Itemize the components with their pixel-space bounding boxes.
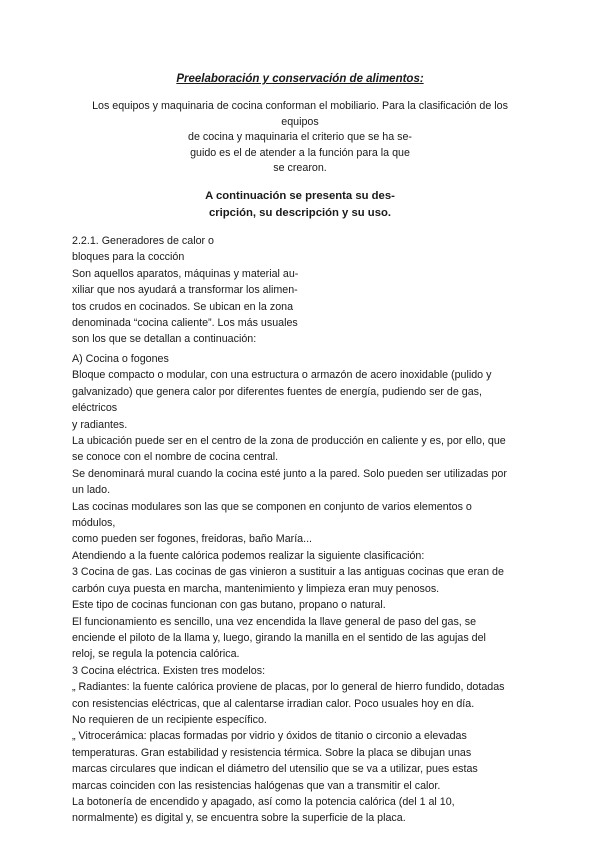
intro-line: equipos	[281, 115, 319, 128]
body-line: Bloque compacto o modular, con una estructura o armazón de acero inoxidable (pulido y	[72, 369, 492, 382]
body-line: normalmente) es digital y, se encuentra sobre la superficie de la placa.	[72, 812, 406, 825]
body-line: son los que se detallan a continuación:	[72, 333, 257, 346]
intro-line: Los equipos y maquinaria de cocina conforman el mobiliario. Para la clasificación de los	[92, 100, 508, 112]
intro-line: guido es el de atender a la función para la que	[190, 146, 410, 159]
body-line: xiliar que nos ayudará a transformar los alimen-	[72, 284, 298, 297]
body-line: con resistencias eléctricas, que al calentarse irradian calor. Poco usuales hoy en día.	[72, 697, 475, 710]
body-line: se conoce con el nombre de cocina central.	[72, 451, 279, 464]
body-line: marcas coinciden con las resistencias halógenas que van a transmitir el calor.	[72, 779, 441, 792]
body-line: tos crudos en cocinados. Se ubican en la zona	[72, 300, 294, 313]
body-line: Este tipo de cocinas funcionan con gas butano, propano o natural.	[72, 599, 386, 612]
body-line: Se denominará mural cuando la cocina esté junto a la pared. Solo pueden ser utilizadas por	[72, 467, 507, 480]
body-line: galvanizado) que genera calor por diferentes fuentes de energía, pudiendo ser de gas,	[72, 385, 482, 398]
body-line: El funcionamiento es sencillo, una vez encendida la llave general de paso del gas, se	[72, 615, 477, 628]
section-generadores-de-calor	[72, 233, 298, 348]
body-line: carbón cuya puesta en marcha, mantenimiento y limpieza eran muy penosos.	[72, 582, 440, 595]
body-line: eléctricos	[72, 402, 118, 415]
body-line: y radiantes.	[72, 418, 128, 431]
section-cocina-o-fogones	[72, 351, 507, 827]
body-line: La ubicación puede ser en el centro de la zona de producción en caliente y es, por ello, que	[72, 435, 506, 448]
subheading-line: A continuación se presenta su des-	[205, 190, 395, 202]
body-line: módulos,	[72, 517, 116, 530]
document-title: Preelaboración y conservación de alimentos:	[176, 73, 424, 85]
body-line: „ Vitrocerámica: placas formadas por vidrio y óxidos de titanio o circonio a elevadas	[72, 730, 467, 743]
body-line: marcas circulares que indican el diámetro del utensilio que se va a utilizar, pues estas	[72, 763, 478, 776]
section-heading: A) Cocina o fogones	[72, 353, 169, 365]
intro-line: de cocina y maquinaria el criterio que se ha se-	[188, 131, 412, 143]
body-line: un lado.	[72, 484, 111, 497]
body-line: como pueden ser fogones, freidoras, baño María...	[72, 533, 313, 546]
body-line: No requieren de un recipiente específico.	[72, 713, 267, 726]
body-line: temperaturas. Gran estabilidad y resistencia térmica. Sobre la placa se dibujan unas	[72, 746, 472, 759]
intro-line: se crearon.	[273, 162, 327, 174]
body-line: 3 Cocina de gas. Las cocinas de gas vinieron a sustituir a las antiguas cocinas que eran de	[72, 566, 504, 579]
body-line: enciende el piloto de la llama y, luego, girando la manilla en el sentido de las agujas del	[72, 631, 486, 644]
intro-paragraph	[70, 99, 530, 177]
body-line: La botonería de encendido y apagado, así como la potencia calórica (del 1 al 10,	[72, 795, 455, 808]
body-line: Las cocinas modulares son las que se componen en conjunto de varios elementos o	[72, 500, 472, 513]
subheading-line: cripción, su descripción y su uso.	[208, 207, 392, 219]
subheading	[0, 188, 600, 222]
body-line: „ Radiantes: la fuente calórica proviene de placas, por lo general de hierro fundido, dotadas	[72, 681, 505, 694]
body-line: reloj, se regula la potencia calórica.	[72, 648, 240, 661]
body-line: 3 Cocina eléctrica. Existen tres modelos:	[72, 664, 266, 677]
body-line: Son aquellos aparatos, máquinas y material au-	[72, 267, 299, 280]
section-heading: 2.2.1. Generadores de calor o	[72, 235, 214, 247]
body-line: Atendiendo a la fuente calórica podemos realizar la siguiente clasificación:	[72, 549, 425, 562]
body-line: denominada “cocina caliente”. Los más usuales	[72, 317, 298, 330]
section-heading: bloques para la cocción	[72, 251, 185, 264]
